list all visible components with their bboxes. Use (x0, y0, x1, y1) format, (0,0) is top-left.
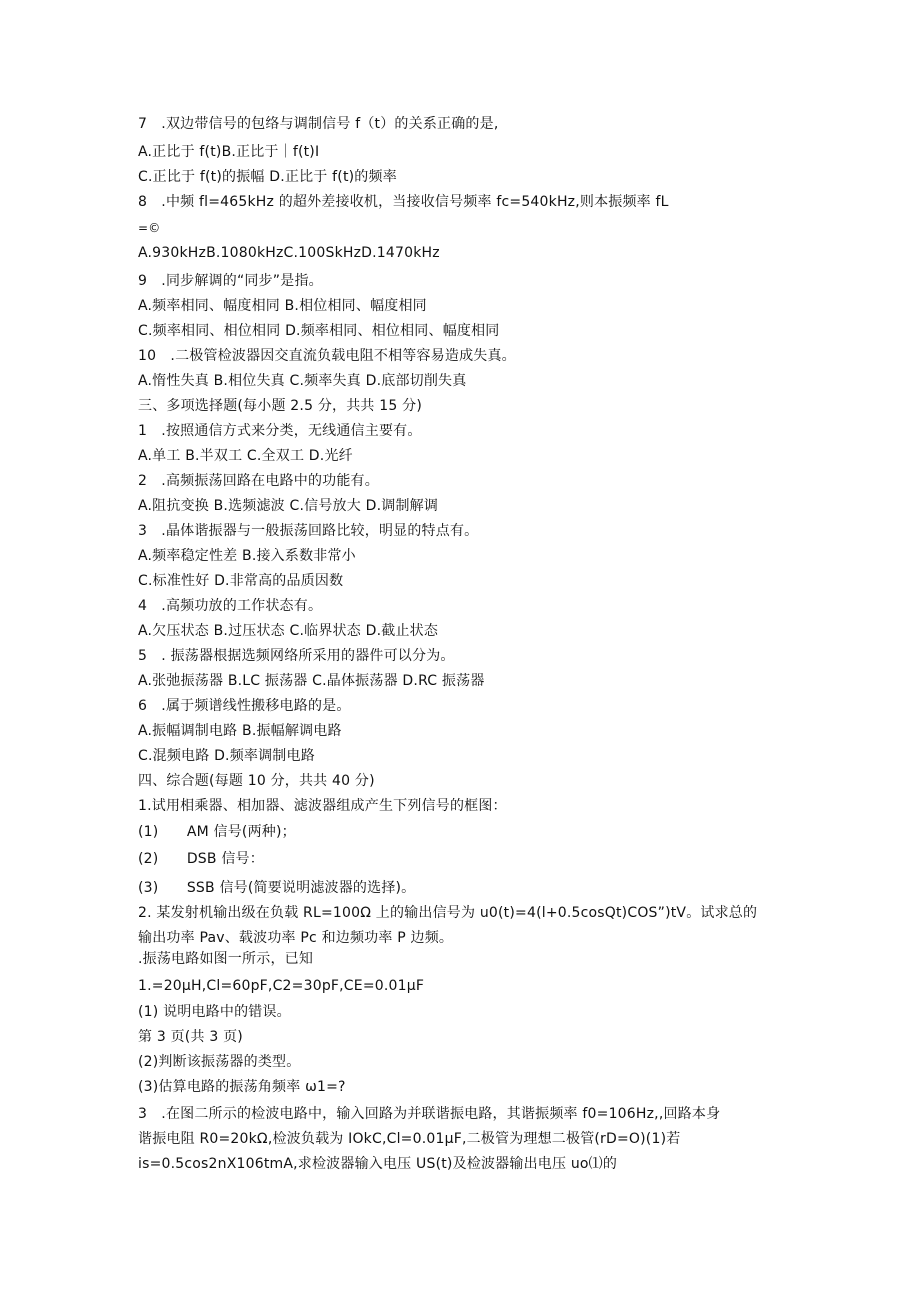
q10-stem: 10 .二极管检波器因交直流负载电阻不相等容易造成失真。 (138, 348, 516, 364)
q8-options: A.930kHzB.1080kHzC.100SkHzD.1470kHz (138, 245, 440, 261)
mq4-options: A.欠压状态 B.过压状态 C.临界状态 D.截止状态 (138, 623, 439, 639)
cq1-item-3: (3) SSB 信号(简要说明滤波器的选择)。 (138, 880, 416, 896)
cq3-part-2: (2)判断该振荡器的类型。 (138, 1054, 301, 1070)
cq4-stem-cont-2: is=0.5cos2nX106tmA,求检波器输入电压 US(t)及检波器输出电压 uo⑴的 (138, 1156, 618, 1172)
q8-stem: 8 .中频 fl=465kHz 的超外差接收机，当接收信号频率 fc=540kHz,则本振频率 fL (138, 194, 669, 210)
q10-options: A.惰性失真 B.相位失真 C.频率失真 D.底部切削失真 (138, 373, 467, 389)
mq1-options: A.单工 B.半双工 C.全双工 D.光纤 (138, 448, 353, 464)
q7-options-cd: C.正比于 f(t)的振幅 D.正比于 f(t)的频率 (138, 169, 397, 185)
q8-stem-cont: =© (138, 221, 161, 235)
cq3-params: 1.=20μH,Cl=60pF,C2=30pF,CE=0.01μF (138, 978, 425, 994)
cq3-part-3: (3)估算电路的振荡角频率 ω1=? (138, 1079, 346, 1095)
mq3-stem: 3 .晶体谐振器与一般振荡回路比较，明显的特点有。 (138, 523, 479, 539)
q9-options-ab: A.频率相同、幅度相同 B.相位相同、幅度相同 (138, 298, 427, 314)
q9-stem: 9 .同步解调的“同步”是指。 (138, 273, 323, 289)
mq6-stem: 6 .属于频谱线性搬移电路的是。 (138, 698, 351, 714)
q9-options-cd: C.频率相同、相位相同 D.频率相同、相位相同、幅度相同 (138, 323, 500, 339)
cq1-stem: 1.试用相乘器、相加器、滤波器组成产生下列信号的框图： (138, 798, 507, 814)
q7-stem: 7 .双边带信号的包络与调制信号 f（t）的关系正确的是, (138, 116, 499, 132)
mq6-options-cd: C.混频电路 D.频率调制电路 (138, 748, 315, 764)
mq4-stem: 4 .高频功放的工作状态有。 (138, 598, 323, 614)
cq4-stem-cont-1: 谐振电阻 R0=20kΩ,检波负载为 IOkC,Cl=0.01μF,二极管为理想二极管(rD=O)(1)若 (138, 1131, 681, 1147)
cq4-stem: 3 .在图二所示的检波电路中，输入回路为并联谐振电路，其谐振频率 f0=106Hz,,回路本身 (138, 1106, 721, 1122)
cq3-stem: .振荡电路如图一所示，已知 (138, 951, 314, 967)
cq1-item-2: (2) DSB 信号： (138, 851, 264, 867)
mq5-stem: 5 . 振荡器根据选频网络所采用的器件可以分为。 (138, 648, 455, 664)
q7-options-ab: A.正比于 f(t)B.正比于｜f(t)I (138, 144, 320, 160)
cq2-stem: 2. 某发射机输出级在负载 RL=100Ω 上的输出信号为 u0(t)=4(l+0.5cosQt)COS”)tV。试求总的 (138, 905, 758, 921)
cq3-part-1: (1) 说明电路中的错误。 (138, 1004, 291, 1020)
mq2-options: A.阻抗变换 B.选频滤波 C.信号放大 D.调制解调 (138, 498, 439, 514)
mq3-options-ab: A.频率稳定性差 B.接入系数非常小 (138, 548, 356, 564)
mq2-stem: 2 .高频振荡回路在电路中的功能有。 (138, 473, 379, 489)
cq2-stem-cont: 输出功率 Pav、载波功率 Pc 和边频功率 P 边频。 (138, 930, 454, 946)
mq1-stem: 1 .按照通信方式来分类，无线通信主要有。 (138, 423, 422, 439)
section-4-heading: 四、综合题(每题 10 分，共共 40 分) (138, 773, 375, 789)
section-3-heading: 三、多项选择题(每小题 2.5 分，共共 15 分) (138, 398, 423, 414)
page-number: 第 3 页(共 3 页) (138, 1029, 243, 1045)
cq1-item-1: (1) AM 信号(两种)； (138, 824, 296, 840)
mq6-options-ab: A.振幅调制电路 B.振幅解调电路 (138, 723, 342, 739)
mq5-options: A.张弛振荡器 B.LC 振荡器 C.晶体振荡器 D.RC 振荡器 (138, 673, 485, 689)
mq3-options-cd: C.标准性好 D.非常高的品质因数 (138, 573, 344, 589)
